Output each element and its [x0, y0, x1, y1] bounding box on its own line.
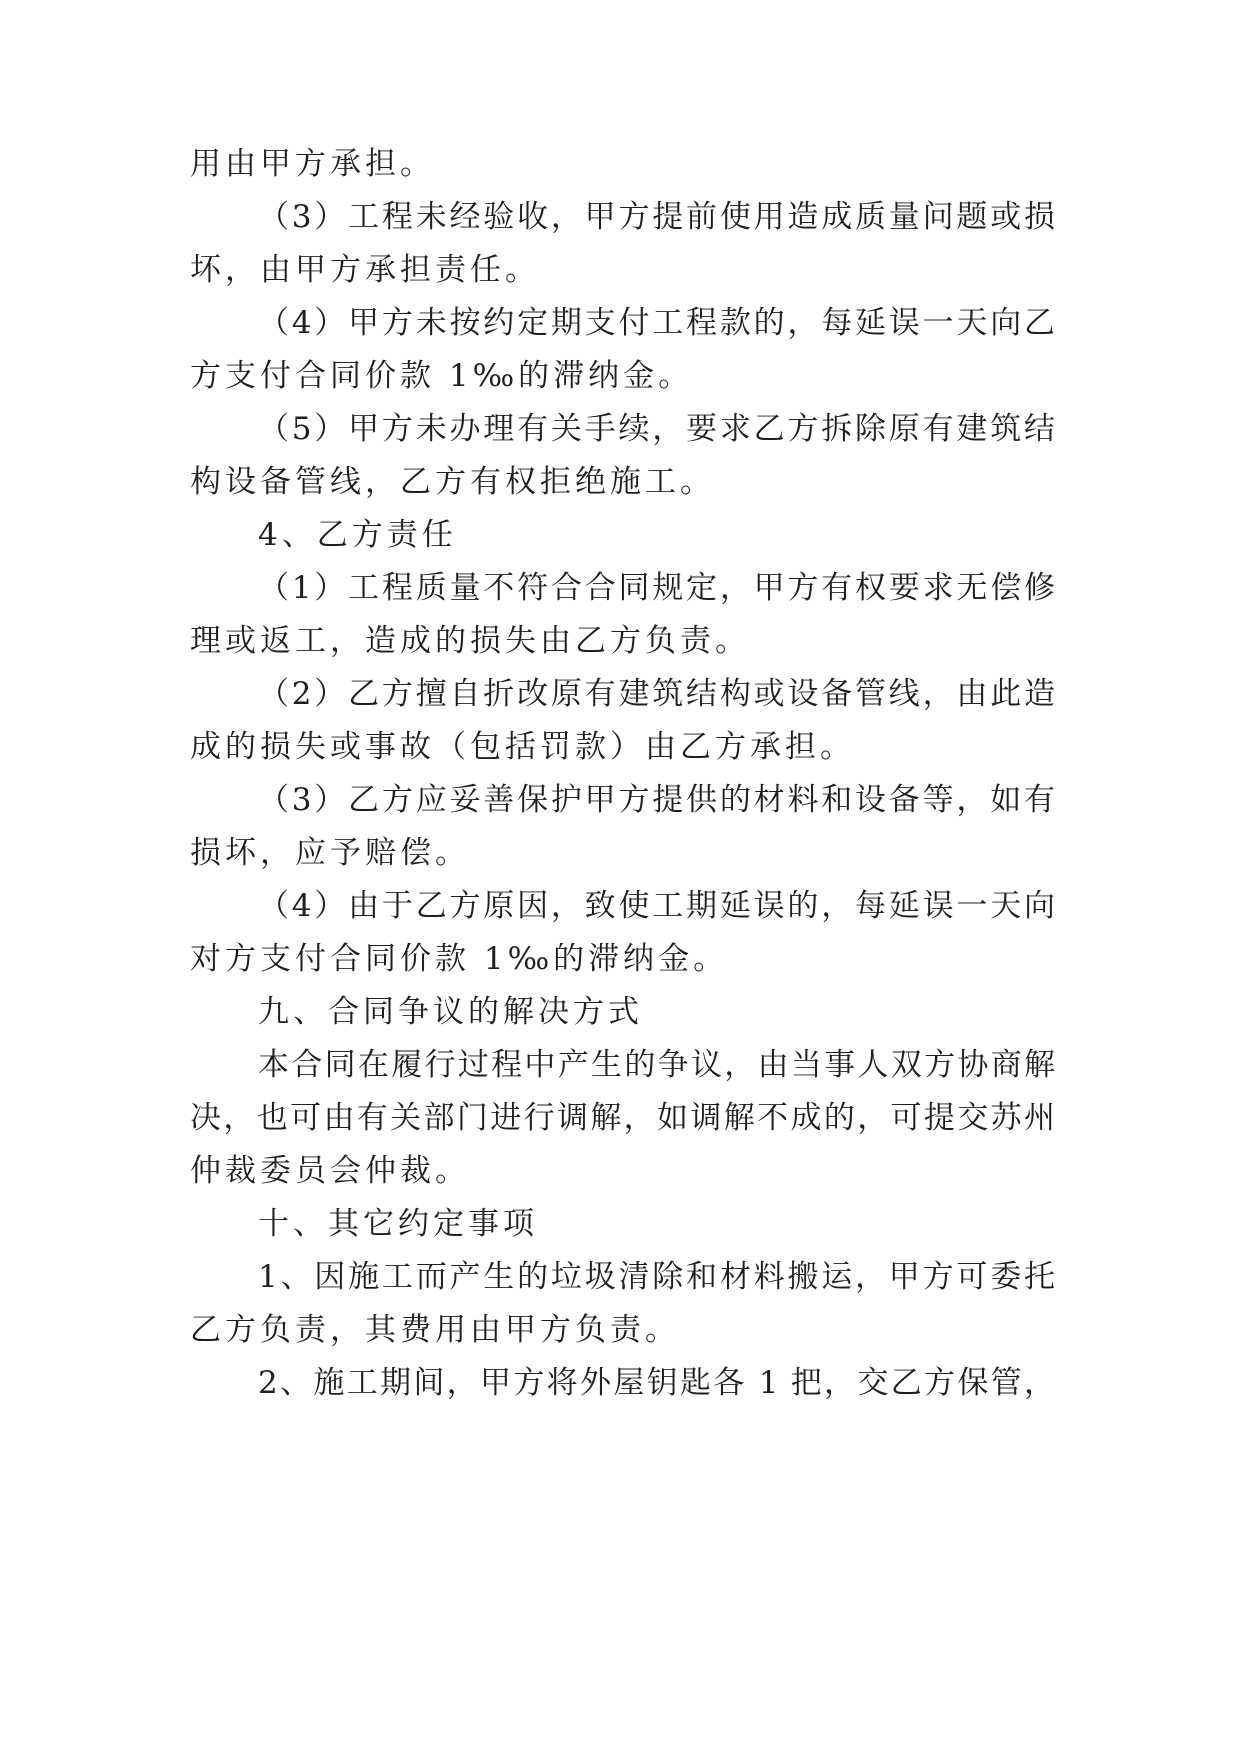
line-text: 理或返工，造成的损失由乙方负责。	[190, 623, 750, 659]
line-text: （3）乙方应妥善保护甲方提供的材料和设备等，如有	[258, 782, 1055, 818]
line-text: 决，也可由有关部门进行调解，如调解不成的，可提交苏州	[190, 1100, 1055, 1136]
text-line	[0, 877, 1241, 935]
line-text: （4）由于乙方原因，致使工期延误的，每延误一天向	[258, 888, 1055, 924]
line-text: 方支付合同价款 1‰的滞纳金。	[190, 358, 694, 394]
line-text: 仲裁委员会仲裁。	[190, 1153, 470, 1189]
section-heading	[0, 506, 1241, 564]
text-line	[0, 559, 1241, 617]
line-text: 乙方负责，其费用由甲方负责。	[190, 1312, 680, 1348]
line-text: 九、合同争议的解决方式	[258, 994, 643, 1030]
text-line	[0, 135, 1241, 193]
text-line	[0, 771, 1241, 829]
line-text: 对方支付合同价款 1‰的滞纳金。	[190, 941, 729, 977]
line-text: （1）工程质量不符合合同规定，甲方有权要求无偿修	[258, 570, 1055, 606]
text-line	[0, 294, 1241, 352]
text-line	[0, 1142, 1241, 1200]
text-line	[0, 1248, 1241, 1306]
text-line	[0, 347, 1241, 405]
line-text: 4、乙方责任	[258, 517, 457, 553]
line-text: （5）甲方未办理有关手续，要求乙方拆除原有建筑结	[258, 411, 1055, 447]
line-text: （3）工程未经验收，甲方提前使用造成质量问题或损	[258, 199, 1055, 235]
line-text: 2、施工期间，甲方将外屋钥匙各 1 把，交乙方保管，	[258, 1365, 1055, 1401]
text-line	[0, 241, 1241, 299]
text-line	[0, 453, 1241, 511]
line-text: 成的损失或事故（包括罚款）由乙方承担。	[190, 729, 855, 765]
line-text: （4）甲方未按约定期支付工程款的，每延误一天向乙	[258, 305, 1055, 341]
line-text: 构设备管线，乙方有权拒绝施工。	[190, 464, 715, 500]
line-text: 十、其它约定事项	[258, 1206, 538, 1242]
section-heading	[0, 983, 1241, 1041]
text-line	[0, 824, 1241, 882]
text-line	[0, 718, 1241, 776]
text-line	[0, 1089, 1241, 1147]
text-line	[0, 188, 1241, 246]
line-text: 坏，由甲方承担责任。	[190, 252, 540, 288]
line-text: 本合同在履行过程中产生的争议，由当事人双方协商解	[258, 1047, 1055, 1083]
line-text: 损坏，应予赔偿。	[190, 835, 470, 871]
text-line	[0, 1354, 1241, 1412]
line-text: 用由甲方承担。	[190, 146, 435, 182]
text-line	[0, 612, 1241, 670]
text-line	[0, 400, 1241, 458]
text-line	[0, 1036, 1241, 1094]
text-line	[0, 930, 1241, 988]
line-text: 1、因施工而产生的垃圾清除和材料搬运，甲方可委托	[258, 1259, 1055, 1295]
section-heading	[0, 1195, 1241, 1253]
line-text: （2）乙方擅自折改原有建筑结构或设备管线，由此造	[258, 676, 1055, 712]
text-line	[0, 1301, 1241, 1359]
text-line	[0, 665, 1241, 723]
